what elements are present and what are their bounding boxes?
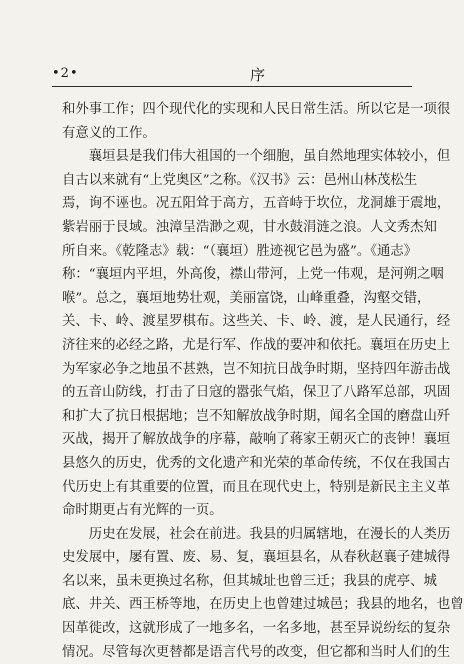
text-line: 有意义的工作。 bbox=[62, 125, 156, 141]
text-line: 因革徙改，这就形成了一地多名，一名多地，甚至异说纷纭的复杂 bbox=[62, 621, 451, 637]
header-rule bbox=[52, 86, 412, 87]
text-line: 焉，询不诬也。况五阳耸于高方，五音峙于坎位，龙洞雄于震地， bbox=[62, 196, 451, 212]
text-line: 襄垣县是我们伟大祖国的一个细胞，虽自然地理实体较小，但 bbox=[62, 149, 451, 165]
text-line: 情况。尽管每次更替都是语言代号的改变，但它都和当时人们的生 bbox=[62, 644, 451, 660]
text-line: 济往来的必经之路，尤是行军、作战的要冲和依托。襄垣在历史上 bbox=[62, 337, 451, 353]
text-line: 为军家必争之地虽不甚熟，岂不知抗日战争时期，坚持四年游击战 bbox=[62, 361, 451, 377]
text-line: 名以来，虽未更换过名称，但其城址也曾三迁；我县的虎亭、城 bbox=[62, 573, 437, 589]
text-line: 关、卡、岭、渡星罗棋布。这些关、卡、岭、渡，是人民通行，经 bbox=[62, 314, 451, 330]
text-line: 称：“襄垣内平坦，外高俊，襟山带河，上党一伟观，是河朔之咽 bbox=[62, 267, 444, 283]
page-header bbox=[52, 60, 412, 90]
text-line: 代历史上有其重要的位置，而且在现代史上，特别是新民主主义革 bbox=[62, 479, 451, 495]
text-line: 的五音山防线，打击了日寇的嚣张气焰，保卫了八路军总部，巩固 bbox=[62, 385, 451, 401]
text-line: 所自来。《乾隆志》载：“（襄垣）胜迹视它邑为盛”。《通志》 bbox=[62, 243, 418, 259]
body-text bbox=[62, 98, 464, 664]
running-title: 序 bbox=[250, 66, 266, 84]
text-line: 和外事工作；四个现代化的实现和人民日常生活。所以它是一项很 bbox=[62, 102, 451, 117]
text-line: 和扩大了抗日根据地；岂不知解放战争时期，闻名全国的磨盘山歼 bbox=[62, 408, 451, 424]
text-line: 自古以来就有“上党奥区”之称。《汉书》云：邑州山林茂松生 bbox=[62, 172, 418, 188]
text-line: 命时期更占有光辉的一页。 bbox=[62, 503, 223, 519]
text-line: 紫岩丽于艮域。浊漳呈浩渺之观，甘水鼓涓涟之浪。人文秀杰知 bbox=[62, 219, 437, 235]
text-line: 历史在发展，社会在前进。我县的归属辖地，在漫长的人类历 bbox=[62, 526, 451, 542]
page-number: •2• bbox=[52, 66, 79, 81]
text-line: 县悠久的历史，优秀的文化遗产和光荣的革命传统，不仅在我国古 bbox=[62, 455, 451, 471]
text-line: 底、井关、西王桥等地，在历史上也曾建过城邑；我县的地名，也曾 bbox=[62, 597, 464, 613]
text-line: 喉”。总之，襄垣地势壮观，美丽富饶，山峰重叠，沟壑交错， bbox=[62, 290, 431, 306]
text-line: 史发展中，屡有置、废、易、复，襄垣县名，从春秋赵襄子建城得 bbox=[62, 550, 451, 566]
text-line: 灭战，揭开了解放战争的序幕，敲响了蒋家王朝灭亡的丧钟！襄垣 bbox=[62, 432, 451, 448]
